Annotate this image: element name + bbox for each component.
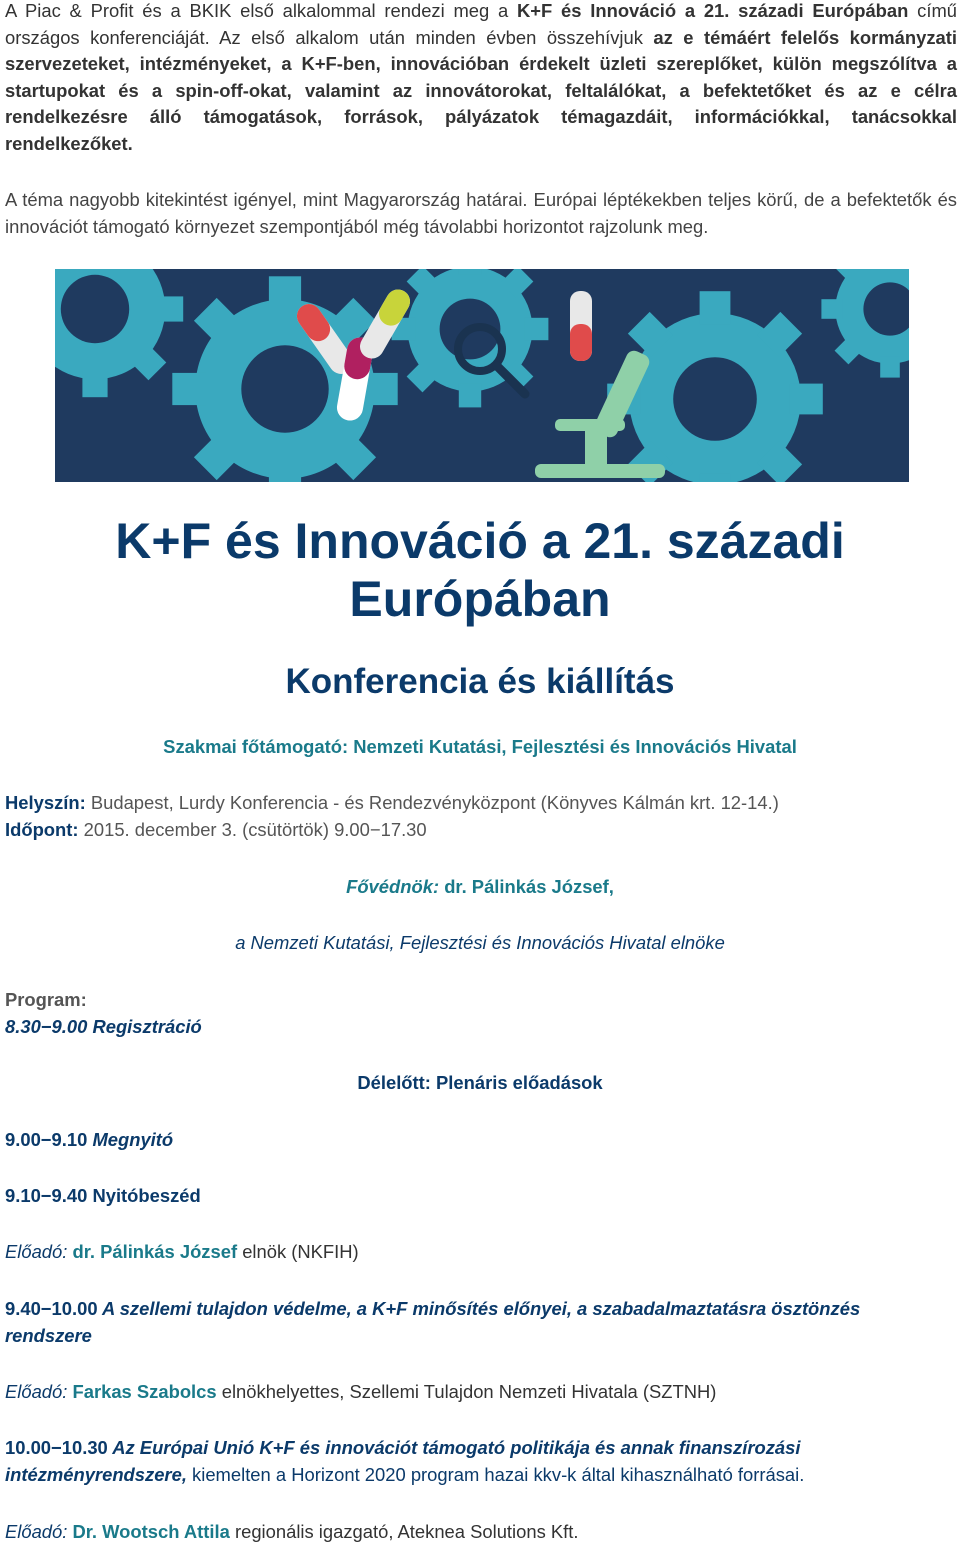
time-line xyxy=(5,817,957,844)
session-eu-time: 10.00−10.30 xyxy=(5,1437,108,1458)
conference-subtitle: Konferencia és kiállítás xyxy=(285,662,675,701)
speaker-role: regionális igazgató, Ateknea Solutions Kft. xyxy=(229,1521,579,1542)
speaker-title: dr. xyxy=(67,1241,95,1262)
speaker-label: Előadó: xyxy=(5,1521,68,1542)
intro-text-2: című országos konferenciáját. Az első alkalom után minden évben összehívjuk xyxy=(5,0,958,48)
session-opening-label: Megnyitó xyxy=(87,1129,174,1150)
time-value: 2015. december 3. (csütörtök) 9.00−17.30 xyxy=(78,819,427,840)
intro-text-1: A Piac & Profit és a BKIK első alkalommal rendezi meg a xyxy=(5,0,517,21)
patron-label: Fővédnök: xyxy=(346,876,440,897)
registration-time: 8.30−9.00 xyxy=(5,1016,88,1037)
patron-title: dr. xyxy=(439,876,467,897)
speaker-title: Dr. xyxy=(67,1521,98,1542)
intro-audience: az e témáért felelős kormányzati szervezeteket, intézményeket, a K+F-ben, innovációban érdekelt üzleti szereplőket, külön megszólítva a startupokat és a spin-off-okat, valamint az innovátorokat, feltalálókat, a befektetőket és az e célra rendelkezésre álló támogatások, források, pályázatok témagazdáit, információkkal, tanácsokkal rendelkezőket. xyxy=(5,26,957,154)
intro-paragraph-2 xyxy=(5,187,957,240)
speaker-name: Farkas Szabolcs xyxy=(67,1381,217,1402)
speaker-label: Előadó: xyxy=(5,1381,68,1402)
session-eu-speaker xyxy=(5,1519,957,1546)
speaker-name: Wootsch Attila xyxy=(97,1521,230,1542)
session-opening-time: 9.00−9.10 xyxy=(5,1129,88,1150)
venue-line xyxy=(5,790,957,817)
conference-title-line-2: Európában xyxy=(349,571,611,627)
program-heading: Program: xyxy=(5,989,87,1010)
speaker-name: Pálinkás József xyxy=(94,1241,238,1262)
speaker-role: elnökhelyettes, Szellemi Tulajdon Nemzeti Hivatala (SZTNH) xyxy=(216,1381,717,1402)
session-eu-policy xyxy=(5,1435,935,1488)
gears-pills-microscope-banner xyxy=(55,269,909,482)
patron-name: Pálinkás József, xyxy=(466,876,614,897)
session-ip-label: A szellemi tulajdon védelme, a K+F minősítés előnyei, a szabadalmaztatásra ösztönzés rendszere xyxy=(5,1298,861,1346)
session-eu-label: Az Európai Unió K+F és innovációt támogató politikája és annak finanszírozási intézményrendszere, xyxy=(5,1437,801,1485)
session-eu-rest: kiemelten a Horizont 2020 program hazai kkv-k által kihasználható forrásai. xyxy=(186,1463,805,1485)
speaker-role: elnök (NKFIH) xyxy=(237,1241,359,1262)
morning-session-heading: Délelőtt: Plenáris előadások xyxy=(357,1072,603,1093)
conference-title xyxy=(0,512,960,628)
intro2-text-2: Európai léptékekben teljes körű, de a befektetők és innovációt támogató környezet szempontjából még távolabbi horizontot rajzolunk meg. xyxy=(5,189,957,237)
conference-title-line-1: K+F és Innováció a 21. századi xyxy=(115,513,845,569)
patron-line xyxy=(0,874,960,901)
session-ip-speaker xyxy=(5,1379,957,1406)
registration-item xyxy=(5,1014,957,1041)
session-keynote-label: Nyitóbeszéd xyxy=(87,1185,201,1206)
session-keynote-time: 9.10−9.40 xyxy=(5,1185,88,1206)
venue-label: Helyszín: xyxy=(5,792,86,813)
intro2-text-1: A téma nagyobb kitekintést igényel, mint Magyarország határai. xyxy=(5,189,528,210)
patron-role: a Nemzeti Kutatási, Fejlesztési és Innovációs Hivatal elnöke xyxy=(235,932,725,953)
session-ip-protection xyxy=(5,1296,935,1349)
speaker-label: Előadó: xyxy=(5,1241,68,1262)
intro-paragraph xyxy=(5,0,957,157)
session-ip-time: 9.40−10.00 xyxy=(5,1298,98,1319)
session-keynote xyxy=(5,1183,957,1210)
intro-conference-name: K+F és Innováció a 21. századi Európában xyxy=(517,0,909,21)
session-keynote-speaker xyxy=(5,1239,957,1266)
session-opening xyxy=(5,1127,957,1154)
venue-value: Budapest, Lurdy Konferencia - és Rendezvényközpont (Könyves Kálmán krt. 12-14.) xyxy=(85,792,779,813)
time-label: Időpont: xyxy=(5,819,79,840)
registration-label: Regisztráció xyxy=(87,1016,202,1037)
main-sponsor: Szakmai főtámogató: Nemzeti Kutatási, Fejlesztési és Innovációs Hivatal xyxy=(163,736,797,757)
